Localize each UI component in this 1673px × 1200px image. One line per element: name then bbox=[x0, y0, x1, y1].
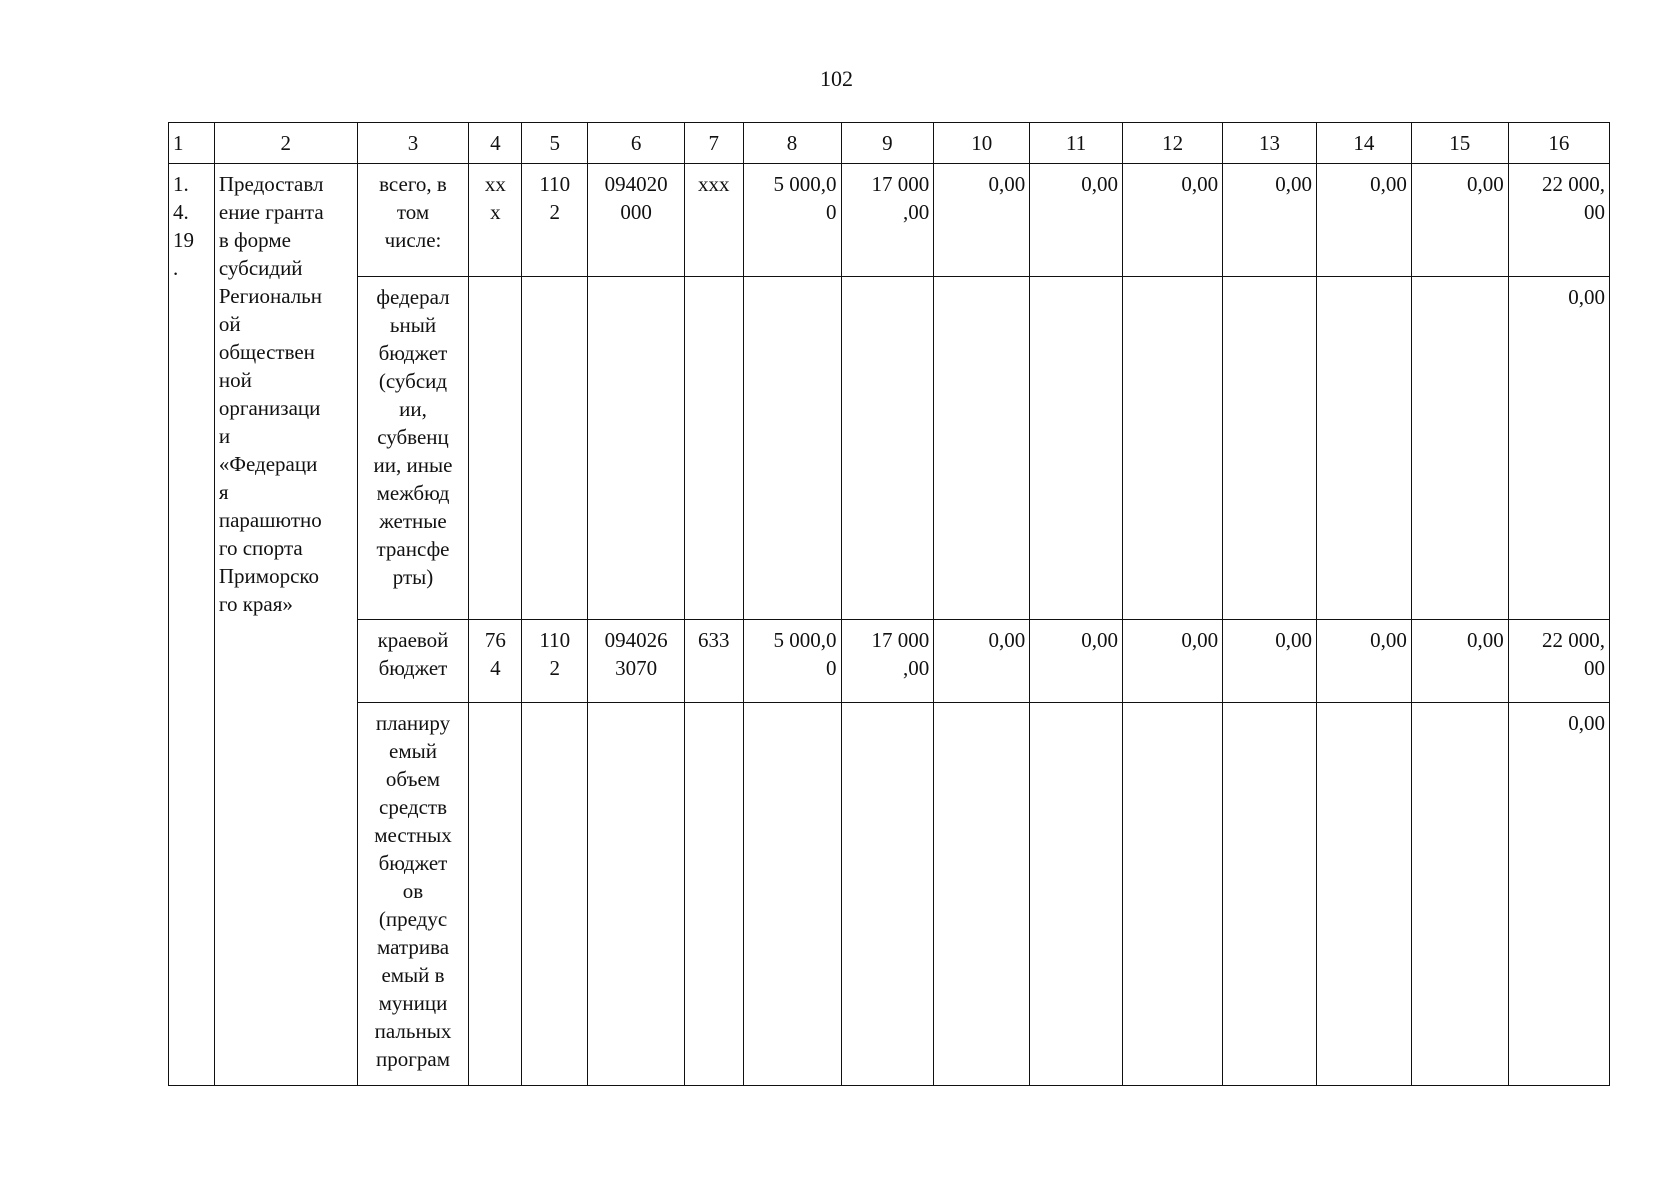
cell-c7 bbox=[685, 703, 743, 1086]
cell-c10: 0,00 bbox=[934, 164, 1030, 277]
column-header: 1 bbox=[169, 123, 215, 164]
column-header: 16 bbox=[1508, 123, 1609, 164]
column-header: 3 bbox=[357, 123, 469, 164]
column-header: 11 bbox=[1030, 123, 1123, 164]
column-header: 2 bbox=[214, 123, 357, 164]
column-header: 13 bbox=[1223, 123, 1317, 164]
column-header: 12 bbox=[1123, 123, 1223, 164]
cell-c9 bbox=[841, 277, 934, 620]
cell-c7: ххх bbox=[685, 164, 743, 277]
cell-c14 bbox=[1316, 703, 1411, 1086]
funding-source: федерал ьный бюджет (субсид ии, субвенц ии, иные межбюд жетные трансфе рты) bbox=[357, 277, 469, 620]
cell-c8 bbox=[743, 703, 841, 1086]
cell-c5 bbox=[522, 703, 588, 1086]
column-header: 9 bbox=[841, 123, 934, 164]
column-header: 4 bbox=[469, 123, 522, 164]
cell-c8: 5 000,0 0 bbox=[743, 620, 841, 703]
table-row-regional bbox=[169, 620, 1610, 703]
item-description: Предоставл ение гранта в форме субсидий Региональн ой обществен ной организаци и «Федераци я парашютно го спорта Приморско го края» bbox=[214, 164, 357, 1086]
cell-c14: 0,00 bbox=[1316, 164, 1411, 277]
table-row-local bbox=[169, 703, 1610, 1086]
cell-c16: 0,00 bbox=[1508, 703, 1609, 1086]
cell-c12: 0,00 bbox=[1123, 164, 1223, 277]
cell-c5 bbox=[522, 277, 588, 620]
column-header: 14 bbox=[1316, 123, 1411, 164]
cell-c6 bbox=[588, 703, 685, 1086]
cell-c15 bbox=[1411, 277, 1508, 620]
cell-c11: 0,00 bbox=[1030, 620, 1123, 703]
cell-c4: 76 4 bbox=[469, 620, 522, 703]
column-header: 7 bbox=[685, 123, 743, 164]
cell-c12: 0,00 bbox=[1123, 620, 1223, 703]
cell-c5: 110 2 bbox=[522, 164, 588, 277]
cell-c4: хх х bbox=[469, 164, 522, 277]
cell-c9: 17 000 ,00 bbox=[841, 620, 934, 703]
cell-c16: 22 000, 00 bbox=[1508, 620, 1609, 703]
cell-c4 bbox=[469, 277, 522, 620]
funding-source: всего, в том числе: bbox=[357, 164, 469, 277]
cell-c10: 0,00 bbox=[934, 620, 1030, 703]
cell-c4 bbox=[469, 703, 522, 1086]
cell-c6 bbox=[588, 277, 685, 620]
cell-c8 bbox=[743, 277, 841, 620]
cell-c6: 094020 000 bbox=[588, 164, 685, 277]
cell-c14: 0,00 bbox=[1316, 620, 1411, 703]
column-header: 10 bbox=[934, 123, 1030, 164]
cell-c12 bbox=[1123, 703, 1223, 1086]
column-number-row bbox=[169, 123, 1610, 164]
cell-c15: 0,00 bbox=[1411, 620, 1508, 703]
item-number: 1. 4. 19 . bbox=[169, 164, 215, 1086]
cell-c14 bbox=[1316, 277, 1411, 620]
cell-c16: 0,00 bbox=[1508, 277, 1609, 620]
cell-c11 bbox=[1030, 277, 1123, 620]
table-row-total bbox=[169, 164, 1610, 277]
cell-c9 bbox=[841, 703, 934, 1086]
cell-c9: 17 000 ,00 bbox=[841, 164, 934, 277]
cell-c5: 110 2 bbox=[522, 620, 588, 703]
column-header: 15 bbox=[1411, 123, 1508, 164]
column-header: 8 bbox=[743, 123, 841, 164]
cell-c13: 0,00 bbox=[1223, 164, 1317, 277]
cell-c8: 5 000,0 0 bbox=[743, 164, 841, 277]
cell-c13 bbox=[1223, 277, 1317, 620]
cell-c10 bbox=[934, 703, 1030, 1086]
cell-c10 bbox=[934, 277, 1030, 620]
column-header: 6 bbox=[588, 123, 685, 164]
cell-c15 bbox=[1411, 703, 1508, 1086]
cell-c16: 22 000, 00 bbox=[1508, 164, 1609, 277]
cell-c11: 0,00 bbox=[1030, 164, 1123, 277]
cell-c13: 0,00 bbox=[1223, 620, 1317, 703]
column-header: 5 bbox=[522, 123, 588, 164]
cell-c15: 0,00 bbox=[1411, 164, 1508, 277]
cell-c11 bbox=[1030, 703, 1123, 1086]
cell-c6: 094026 3070 bbox=[588, 620, 685, 703]
funding-source: планиру емый объем средств местных бюджет ов (предус матрива емый в муници пальных програм bbox=[357, 703, 469, 1086]
cell-c7: 633 bbox=[685, 620, 743, 703]
funding-source: краевой бюджет bbox=[357, 620, 469, 703]
cell-c7 bbox=[685, 277, 743, 620]
budget-table bbox=[168, 122, 1610, 1086]
cell-c12 bbox=[1123, 277, 1223, 620]
cell-c13 bbox=[1223, 703, 1317, 1086]
table-row-federal bbox=[169, 277, 1610, 620]
page-number: 102 bbox=[820, 66, 853, 91]
